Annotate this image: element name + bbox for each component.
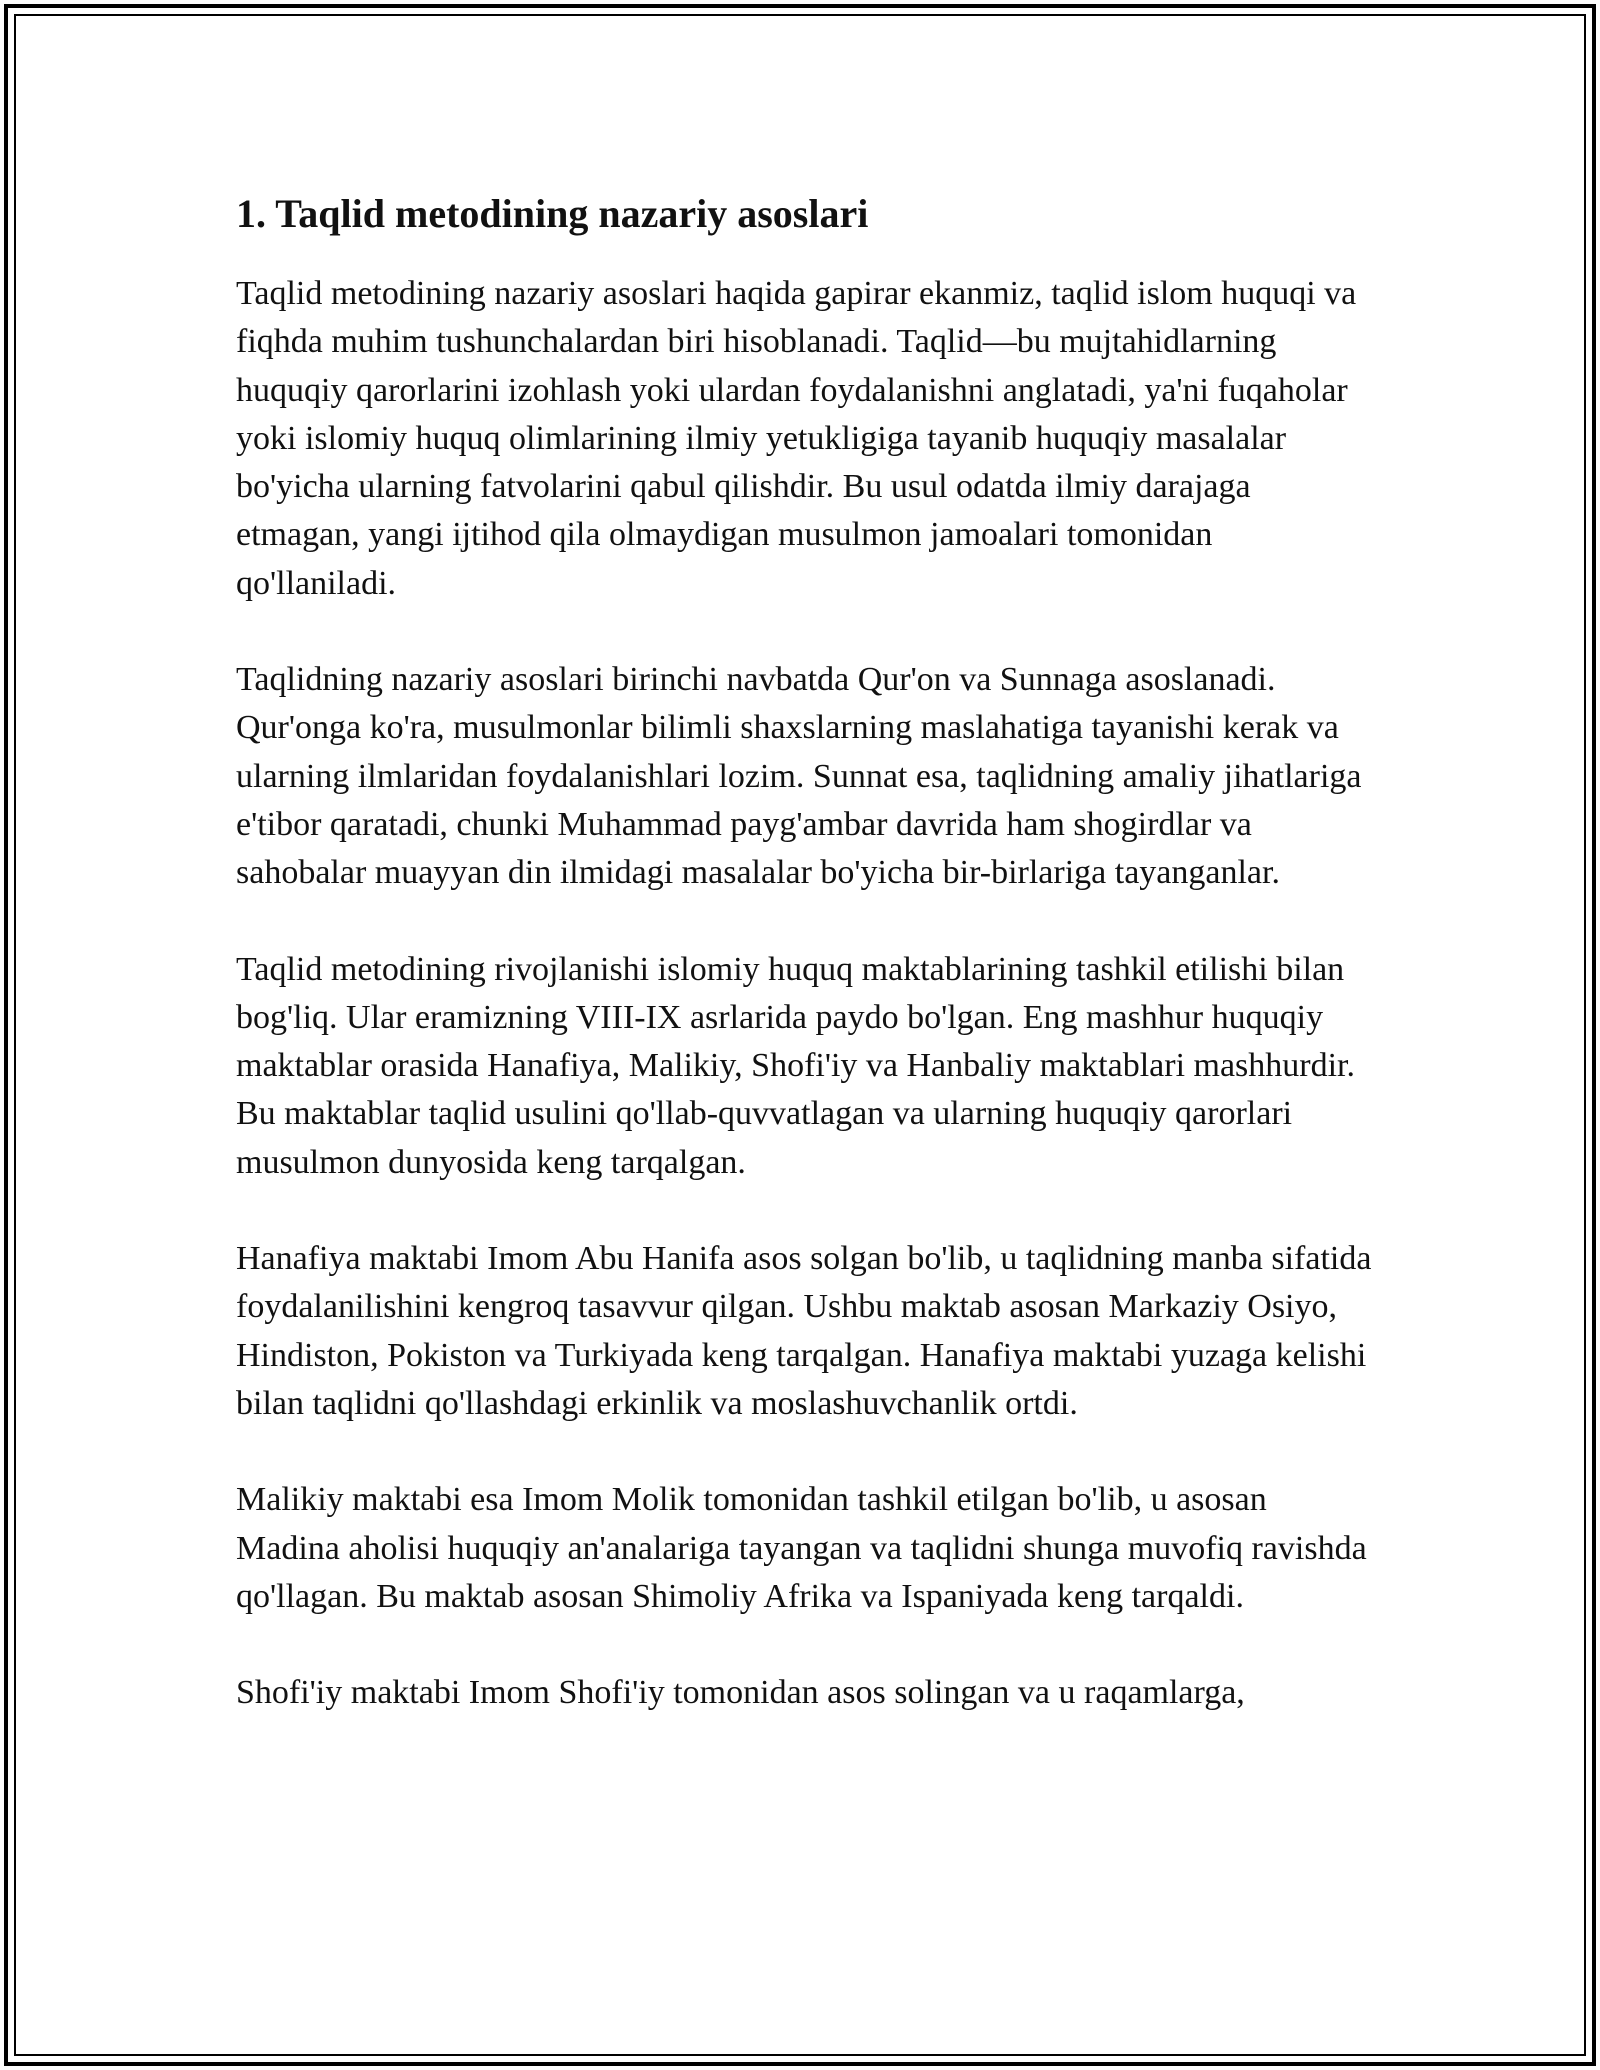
section-heading: 1. Taqlid metodining nazariy asoslari	[236, 191, 869, 236]
paragraph-6: Shofi'iy maktabi Imom Shofi'iy tomonidan asos solingan va u raqamlarga,	[236, 1674, 1245, 1712]
paragraph-1: Taqlid metodining nazariy asoslari haqida gapirar ekanmiz, taqlid islom huquqi va fiqhda muhim tushunchalardan biri hisoblanadi. Taqlid—bu mujtahidlarning huquqiy qarorlarini izohlash yoki ulardan foydalanishni anglatadi, ya'ni fuqaholar yoki islomiy huquq olimlarining ilmiy yetukligiga tayanib huquqiy masalalar bo'yicha ularning fatvolarini qabul qilishdir. Bu usul odatda ilmiy darajaga etmagan, yangi ijtihod qila olmaydigan musulmon jamoalari tomonidan qo'llaniladi.	[236, 275, 1357, 602]
paragraph-3: Taqlid metodining rivojlanishi islomiy huquq maktablarining tashkil etilishi bilan bog'liq. Ular eramizning VIII-IX asrlarida paydo bo'lgan. Eng mashhur huquqiy maktablar orasida Hanafiya, Malikiy, Shofi'iy va Hanbaliy maktablari mashhurdir. Bu maktablar taqlid usulini qo'llab-quvvatlagan va ularning huquqiy qarorlari musulmon dunyosida keng tarqalgan.	[236, 950, 1355, 1181]
paragraph-5: Malikiy maktabi esa Imom Molik tomonidan tashkil etilgan bo'lib, u asosan Madina aholisi huquqiy an'analariga tayangan va taqlidni shunga muvofiq ravishda qo'llagan. Bu maktab asosan Shimoliy Afrika va Ispaniyada keng tarqaldi.	[236, 1481, 1367, 1615]
paragraph-2: Taqlidning nazariy asoslari birinchi navbatda Qur'on va Sunnaga asoslanadi. Qur'onga ko'ra, musulmonlar bilimli shaxslarning maslahatiga tayanishi kerak va ularning ilmlaridan foydalanishlari lozim. Sunnat esa, taqlidning amaliy jihatlariga e'tibor qaratadi, chunki Muhammad payg'ambar davrida ham shogirdlar va sahobalar muayyan din ilmidagi masalalar bo'yicha bir-birlariga tayanganlar.	[236, 661, 1362, 892]
document-body	[236, 180, 1376, 1765]
paragraph-4: Hanafiya maktabi Imom Abu Hanifa asos solgan bo'lib, u taqlidning manba sifatida foydalanilishini kengroq tasavvur qilgan. Ushbu maktab asosan Markaziy Osiyo, Hindiston, Pokiston va Turkiyada keng tarqalgan. Hanafiya maktabi yuzaga kelishi bilan taqlidni qo'llashdagi erkinlik va moslashuvchanlik ortdi.	[236, 1240, 1372, 1422]
